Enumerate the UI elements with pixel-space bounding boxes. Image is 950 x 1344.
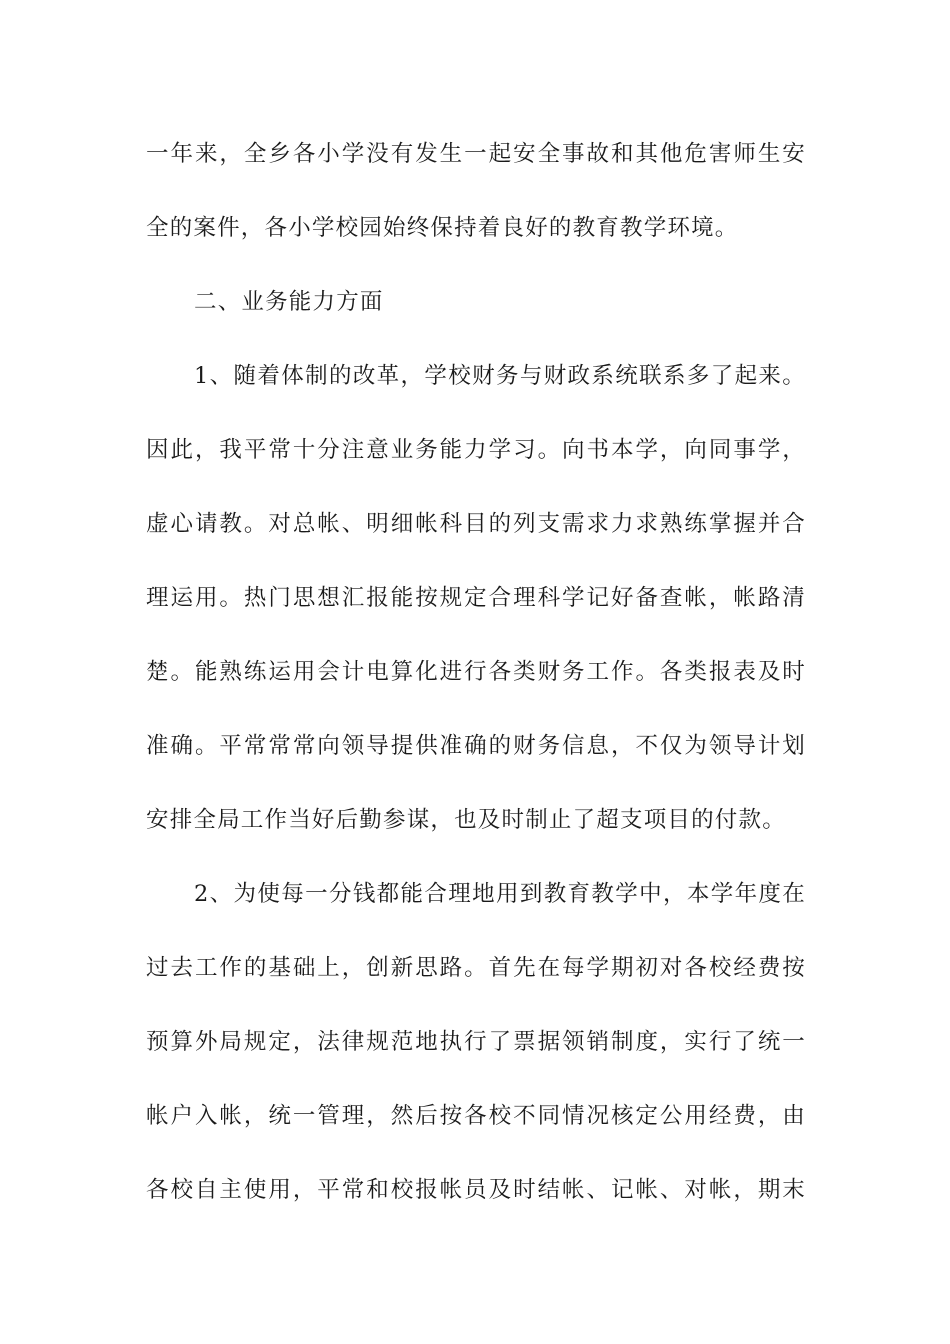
paragraph-line: 过去工作的基础上，创新思路。首先在每学期初对各校经费按 — [146, 955, 806, 981]
paragraph-line: 一年来，全乡各小学没有发生一起安全事故和其他危害师生安 — [146, 141, 806, 167]
document-body — [146, 132, 806, 1242]
paragraph-line: 预算外局规定，法律规范地执行了票据领销制度，实行了统一 — [146, 1029, 806, 1055]
paragraph-line: 虚心请教。对总帐、明细帐科目的列支需求力求熟练掌握并合 — [146, 511, 806, 537]
paragraph-line: 2、为使每一分钱都能合理地用到教育教学中，本学年度在 — [194, 881, 806, 907]
section-heading: 二、业务能力方面 — [194, 289, 384, 315]
paragraph-line: 全的案件，各小学校园始终保持着良好的教育教学环境。 — [146, 215, 739, 241]
paragraph-line: 1、随着体制的改革，学校财务与财政系统联系多了起来。 — [194, 363, 806, 389]
paragraph-line: 各校自主使用，平常和校报帐员及时结帐、记帐、对帐，期末 — [146, 1177, 806, 1203]
paragraph-line: 准确。平常常常向领导提供准确的财务信息，不仅为领导计划 — [146, 733, 806, 759]
paragraph-line: 理运用。热门思想汇报能按规定合理科学记好备查帐，帐路清 — [146, 585, 806, 611]
paragraph-line: 因此，我平常十分注意业务能力学习。向书本学，向同事学， — [146, 437, 806, 463]
paragraph-line: 帐户入帐，统一管理，然后按各校不同情况核定公用经费，由 — [146, 1103, 806, 1129]
paragraph-line: 楚。能熟练运用会计电算化进行各类财务工作。各类报表及时 — [146, 659, 806, 685]
paragraph-line: 安排全局工作当好后勤参谋，也及时制止了超支项目的付款。 — [146, 807, 786, 833]
